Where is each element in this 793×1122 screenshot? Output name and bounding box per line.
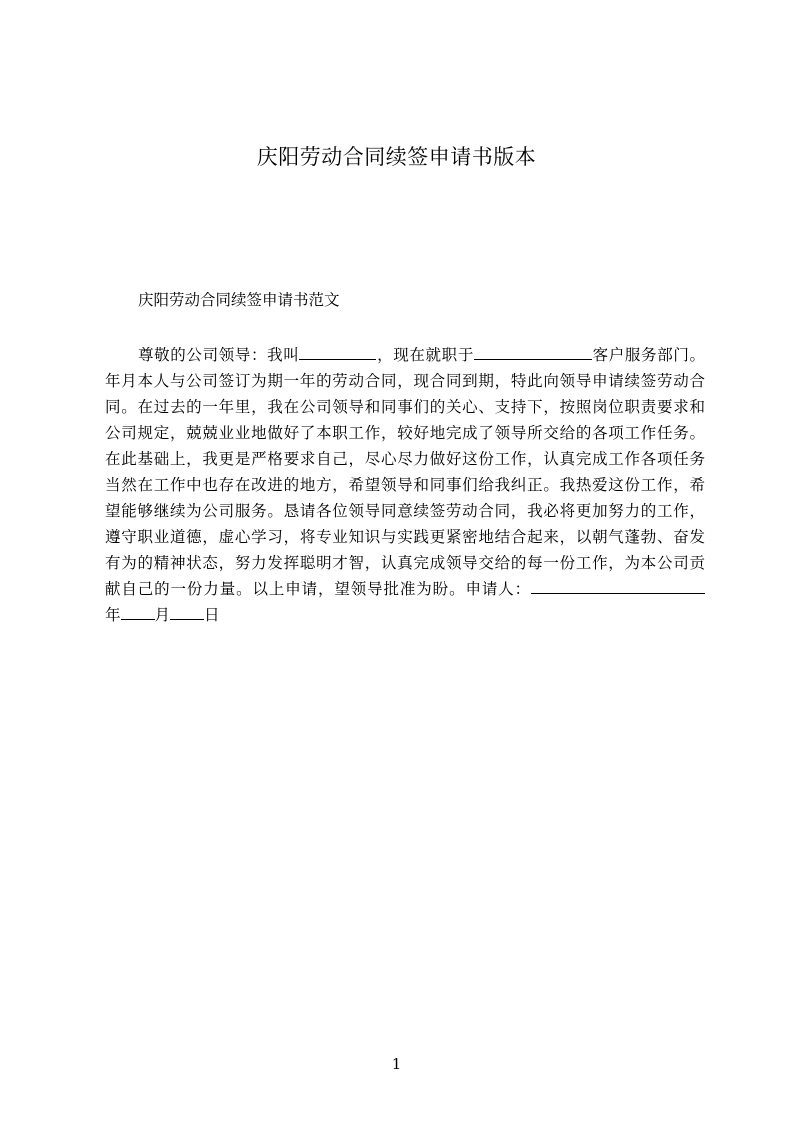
body-line-1 (105, 342, 705, 368)
date-year: 年 (105, 606, 121, 624)
salutation-text: 尊敬的公司领导：我叫 (138, 346, 300, 364)
closing-text: 献自己的一份力量。以上申请，望领导批准为盼。申请人： (105, 580, 531, 598)
employment-text: ，现在就职于 (376, 346, 474, 364)
body-line-3: 同。在过去的一年里，我在公司领导和同事们的关心、支持下，按照岗位职责要求和 (105, 398, 705, 416)
document-subtitle: 庆阳劳动合同续签申请书范文 (138, 291, 340, 309)
body-line-7: 望能够继续为公司服务。恳请各位领导同意续签劳动合同，我必将更加努力的工作， (105, 502, 705, 520)
workplace-blank (474, 342, 592, 360)
day-blank (170, 602, 204, 620)
body-line-2: 年月本人与公司签订为期一年的劳动合同，现合同到期，特此向领导申请续签劳动合 (105, 372, 705, 390)
body-line-8: 遵守职业道德，虚心学习，将专业知识与实践更紧密地结合起来，以朝气蓬勃、奋发 (105, 528, 705, 546)
page-number: 1 (391, 1055, 402, 1073)
date-day: 日 (204, 606, 220, 624)
body-line-10 (105, 576, 705, 602)
body-line-6: 当然在工作中也存在改进的地方，希望领导和同事们给我纠正。我热爱这份工作，希 (105, 476, 705, 494)
month-blank (121, 602, 155, 620)
department-text: 客户服务部门。 (591, 346, 705, 364)
applicant-blank (531, 576, 705, 594)
date-month: 月 (154, 606, 171, 624)
date-line (105, 602, 705, 628)
document-title: 庆阳劳动合同续签申请书版本 (256, 145, 537, 169)
body-line-9: 有为的精神状态，努力发挥聪明才智，认真完成领导交给的每一份工作，为本公司贡 (105, 554, 705, 572)
body-line-5: 在此基础上，我更是严格要求自己，尽心尽力做好这份工作，认真完成工作各项任务 (105, 450, 705, 468)
body-line-4: 公司规定，兢兢业业地做好了本职工作，较好地完成了领导所交给的各项工作任务。 (105, 424, 705, 442)
document-body (105, 342, 705, 628)
name-blank (299, 342, 376, 360)
